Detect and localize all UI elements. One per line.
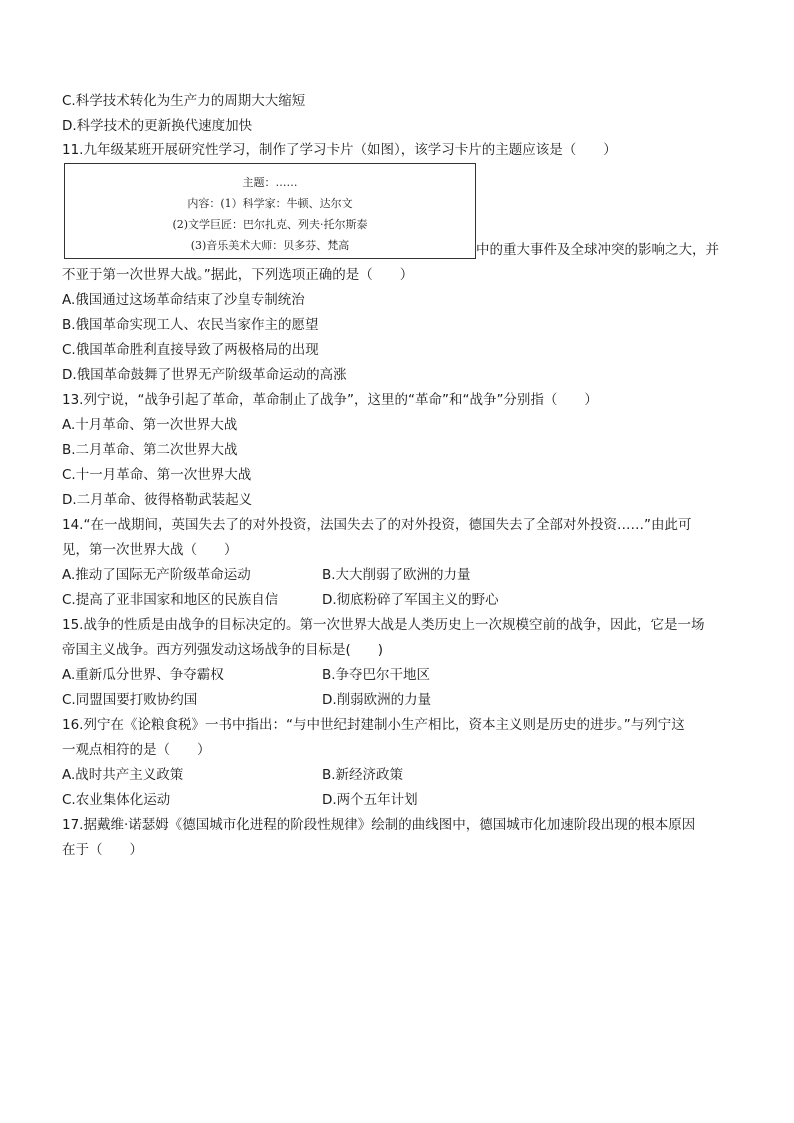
question-17-cont: 在于（ ）: [62, 842, 143, 858]
option-15d: D.削弱欧洲的力量: [322, 692, 432, 708]
option-12d: D.俄国革命鼓舞了世界无产阶级革命运动的高涨: [62, 367, 347, 383]
card-line-1: 内容：(1）科学家：牛顿、达尔文: [187, 197, 353, 210]
option-13b: B.二月革命、第二次世界大战: [62, 442, 238, 458]
question-12-partial: 中的重大事件及全球冲突的影响之大，并: [476, 242, 719, 258]
question-15-cont: 帝国主义战争。西方列强发动这场战争的目标是( ): [62, 642, 384, 658]
option-16c: C.农业集体化运动: [62, 792, 171, 808]
option-10d: D.科学技术的更新换代速度加快: [62, 118, 253, 134]
question-13: 13.列宁说，“战争引起了革命，革命制止了战争”，这里的“革命”和“战争”分别指（ ）: [62, 392, 598, 408]
option-15b: B.争夺巴尔干地区: [322, 667, 431, 683]
option-10c: C.科学技术转化为生产力的周期大大缩短: [62, 93, 306, 109]
option-14b: B.大大削弱了欧洲的力量: [322, 567, 471, 583]
question-14-cont: 见，第一次世界大战（ ）: [62, 542, 238, 558]
option-16a: A.战时共产主义政策: [62, 767, 184, 783]
question-12-cont: 不亚于第一次世界大战。”据此，下列选项正确的是（ ）: [62, 267, 414, 283]
option-14d: D.彻底粉碎了军国主义的野心: [322, 592, 499, 608]
option-13a: A.十月革命、第一次世界大战: [62, 417, 238, 433]
option-14a: A.推动了国际无产阶级革命运动: [62, 567, 251, 583]
option-14c: C.提高了亚非国家和地区的民族自信: [62, 592, 279, 608]
question-17: 17.据戴维·诺瑟姆《德国城市化进程的阶段性规律》绘制的曲线图中，德国城市化加速阶段出现的根本原因: [62, 817, 696, 833]
option-15a: A.重新瓜分世界、争夺霸权: [62, 667, 224, 683]
option-12b: B.俄国革命实现工人、农民当家作主的愿望: [62, 317, 319, 333]
question-16-cont: 一观点相符的是（ ）: [62, 742, 211, 758]
option-13d: D.二月革命、彼得格勒武装起义: [62, 492, 253, 508]
question-15: 15.战争的性质是由战争的目标决定的。第一次世界大战是人类历史上一次规模空前的战争，因此，它是一场: [62, 617, 705, 633]
question-14: 14.“在一战期间，英国失去了的对外投资，法国失去了的对外投资，德国失去了全部对外投资……”由此可: [62, 517, 692, 533]
option-12c: C.俄国革命胜利直接导致了两极格局的出现: [62, 342, 319, 358]
study-card: [64, 163, 476, 259]
option-13c: C.十一月革命、第一次世界大战: [62, 467, 252, 483]
question-16: 16.列宁在《论粮食税》一书中指出：“与中世纪封建制小生产相比，资本主义则是历史的进步。”与列宁这: [62, 717, 685, 733]
option-15c: C.同盟国要打败协约国: [62, 692, 198, 708]
card-line-2: (2)文学巨匠：巴尔扎克、列夫·托尔斯泰: [172, 218, 368, 231]
option-12a: A.俄国通过这场革命结束了沙皇专制统治: [62, 292, 305, 308]
card-line-3: (3)音乐美术大师：贝多芬、梵高: [190, 239, 350, 252]
option-16b: B.新经济政策: [322, 767, 404, 783]
card-title: 主题：……: [242, 176, 298, 189]
option-16d: D.两个五年计划: [322, 792, 418, 808]
question-11: 11.九年级某班开展研究性学习，制作了学习卡片（如图），该学习卡片的主题应该是（ ）: [62, 142, 617, 158]
